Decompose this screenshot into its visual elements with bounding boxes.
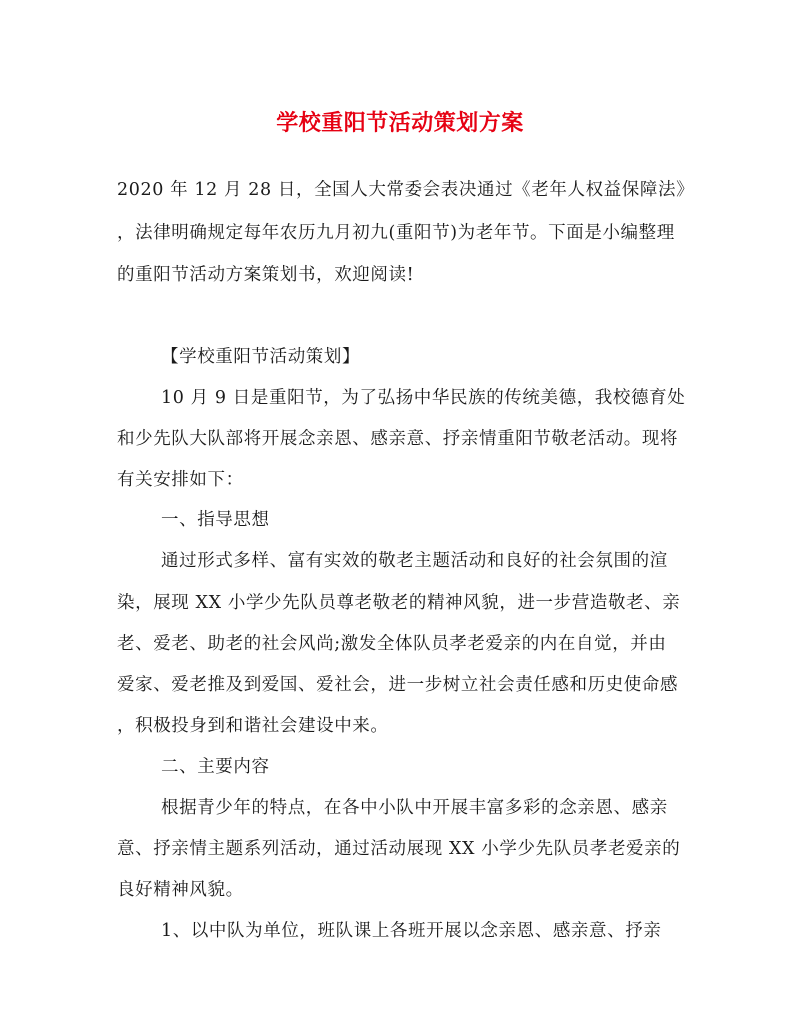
paragraph-line: 有关安排如下： [117, 470, 244, 490]
intro-line-2: ，法律明确规定每年农历九月初九(重阳节)为老年节。下面是小编整理 [117, 223, 675, 243]
paragraph-line: 和少先队大队部将开展念亲恩、感亲意、抒亲情重阳节敬老活动。现将 [117, 429, 679, 449]
paragraph-line: ，积极投身到和谐社会建设中来。 [117, 716, 389, 736]
paragraph-line: 根据青少年的特点，在各中小队中开展丰富多彩的念亲恩、感亲 [161, 798, 668, 818]
section-heading: 【学校重阳节活动策划】 [161, 347, 361, 367]
intro-line-3: 的重阳节活动方案策划书，欢迎阅读! [117, 265, 415, 285]
list-item-1: 1、以中队为单位，班队课上各班开展以念亲恩、感亲意、抒亲 [161, 921, 662, 941]
paragraph-line: 通过形式多样、富有实效的敬老主题活动和良好的社会氛围的渲 [161, 551, 668, 571]
paragraph-line: 10 月 9 日是重阳节，为了弘扬中华民族的传统美德，我校德育处 [161, 388, 686, 408]
paragraph-line: 老、爱老、助老的社会风尚;激发全体队员孝老爱亲的内在自觉，并由 [117, 634, 667, 654]
paragraph-line: 爱家、爱老推及到爱国、爱社会，进一步树立社会责任感和历史使命感 [117, 675, 679, 695]
document-title: 学校重阳节活动策划方案 [276, 110, 524, 136]
subheading-guiding-thought: 一、指导思想 [161, 510, 270, 530]
intro-line-1: 2020 年 12 月 28 日，全国人大常委会表决通过《老年人权益保障法》 [117, 180, 695, 200]
paragraph-line: 良好精神风貌。 [117, 880, 244, 900]
paragraph-line: 染，展现 XX 小学少先队员尊老敬老的精神风貌，进一步营造敬老、亲 [117, 593, 681, 613]
subheading-main-content: 二、主要内容 [161, 757, 270, 777]
paragraph-line: 意、抒亲情主题系列活动，通过活动展现 XX 小学少先队员孝老爱亲的 [117, 839, 681, 859]
